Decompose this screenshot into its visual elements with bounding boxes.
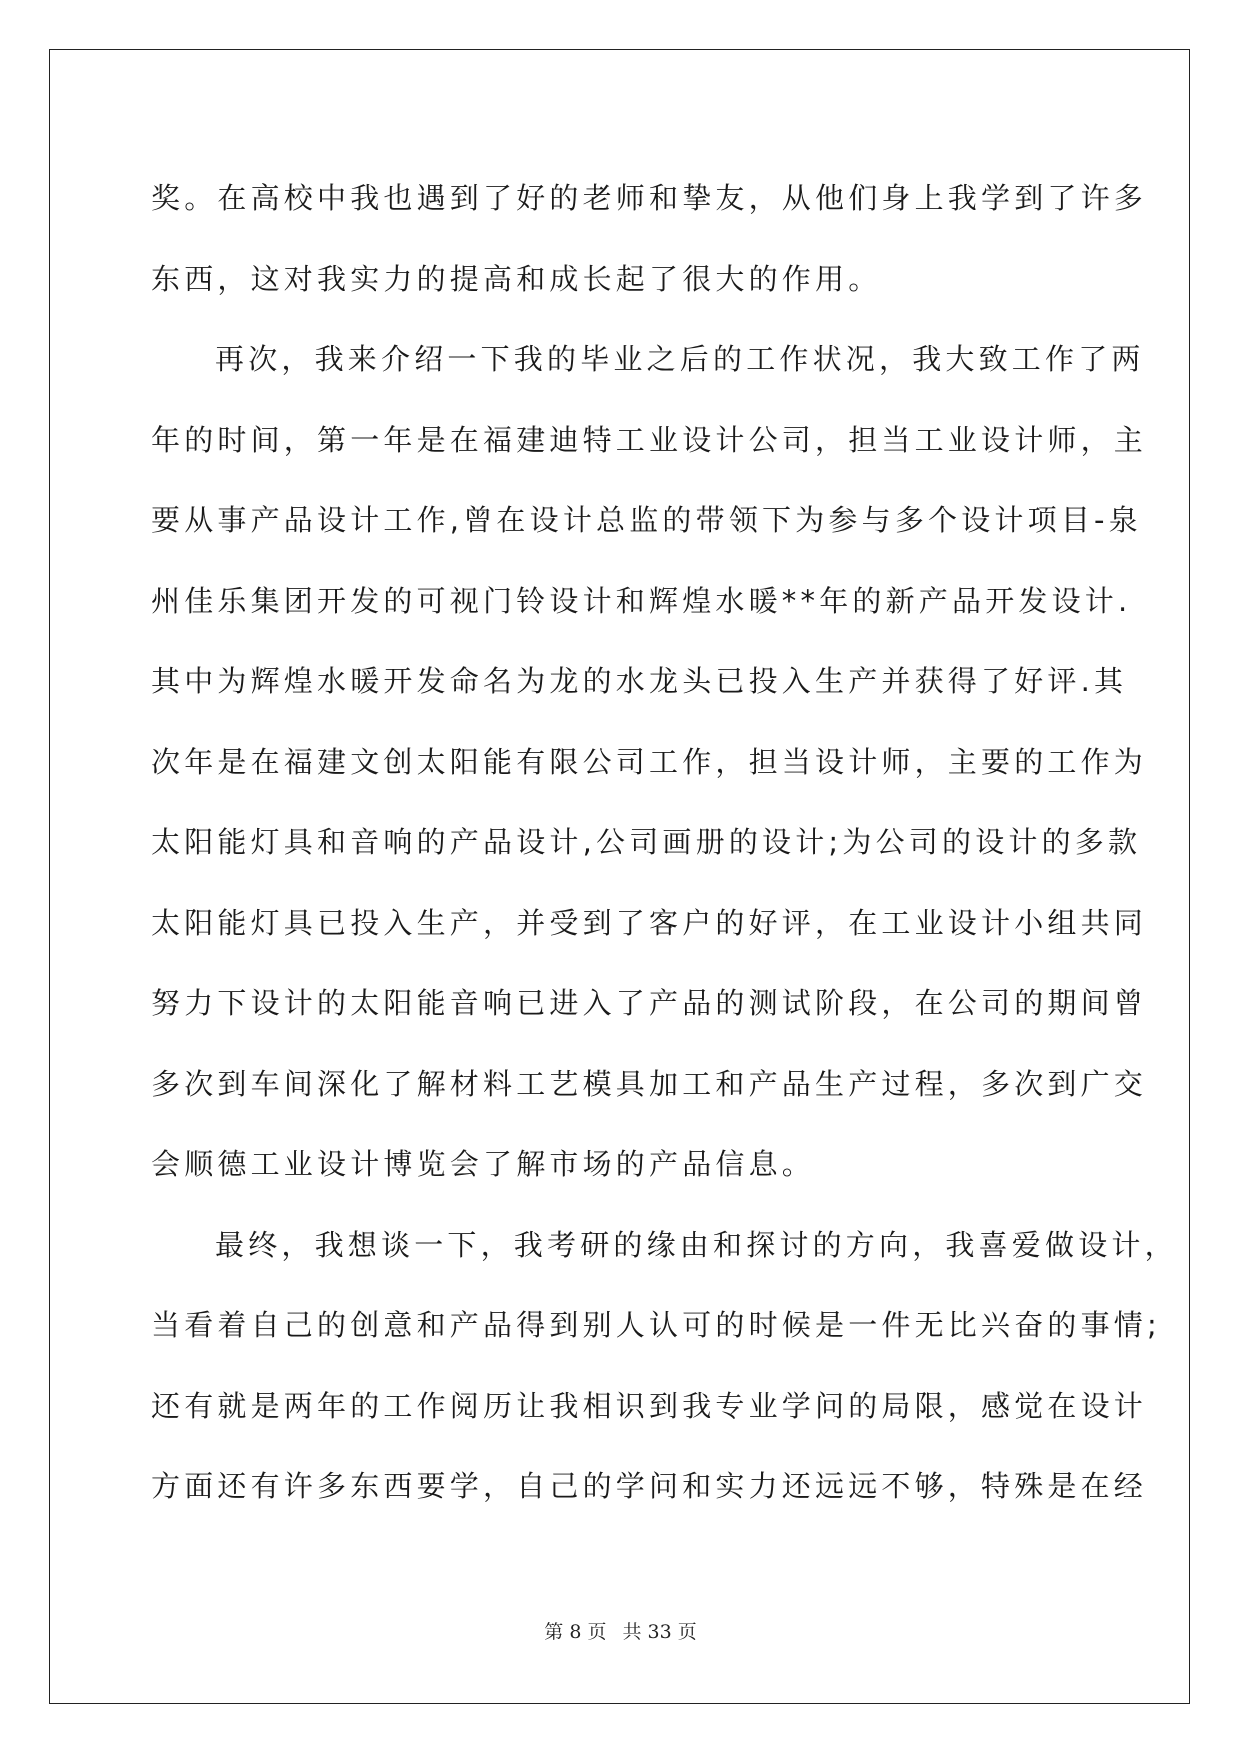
text-line: 太阳能灯具和音响的产品设计,公司画册的设计;为公司的设计的多款	[151, 825, 1142, 859]
text-line: 次年是在福建文创太阳能有限公司工作，担当设计师，主要的工作为	[151, 744, 1148, 779]
text-line: 努力下设计的太阳能音响已进入了产品的测试阶段，在公司的期间曾	[151, 986, 1148, 1020]
text-line: 奖。在高校中我也遇到了好的老师和挚友，从他们身上我学到了许多	[151, 181, 1148, 215]
text-line: 多次到车间深化了解材料工艺模具加工和产品生产过程，多次到广交	[151, 1066, 1148, 1101]
text-line: 当看着自己的创意和产品得到别人认可的时候是一件无比兴奋的事情;	[151, 1308, 1161, 1342]
text-line: 其中为辉煌水暖开发命名为龙的水龙头已投入生产并获得了好评.其	[151, 664, 1128, 698]
text-line: 还有就是两年的工作阅历让我相识到我专业学问的局限，感觉在设计	[151, 1388, 1148, 1423]
text-line: 会顺德工业设计博览会了解市场的产品信息。	[151, 1147, 816, 1181]
text-line: 最终，我想谈一下，我考研的缘由和探讨的方向，我喜爱做设计，	[215, 1227, 1178, 1262]
page-footer	[0, 1620, 1241, 1644]
text-line: 再次，我来介绍一下我的毕业之后的工作状况，我大致工作了两	[215, 342, 1145, 376]
text-line: 州佳乐集团开发的可视门铃设计和辉煌水暖**年的新产品开发设计.	[151, 583, 1132, 618]
current-page-number: 第 8 页	[544, 1621, 607, 1643]
document-body	[151, 158, 1178, 1527]
total-page-count: 共 33 页	[622, 1621, 697, 1643]
text-line: 太阳能灯具已投入生产，并受到了客户的好评，在工业设计小组共同	[151, 905, 1148, 940]
text-line: 东西，这对我实力的提高和成长起了很大的作用。	[151, 261, 882, 296]
text-line: 方面还有许多东西要学，自己的学问和实力还远远不够，特殊是在经	[151, 1469, 1148, 1503]
text-line: 要从事产品设计工作,曾在设计总监的带领下为参与多个设计项目-泉	[151, 503, 1142, 537]
text-line: 年的时间，第一年是在福建迪特工业设计公司，担当工业设计师，主	[151, 422, 1148, 457]
